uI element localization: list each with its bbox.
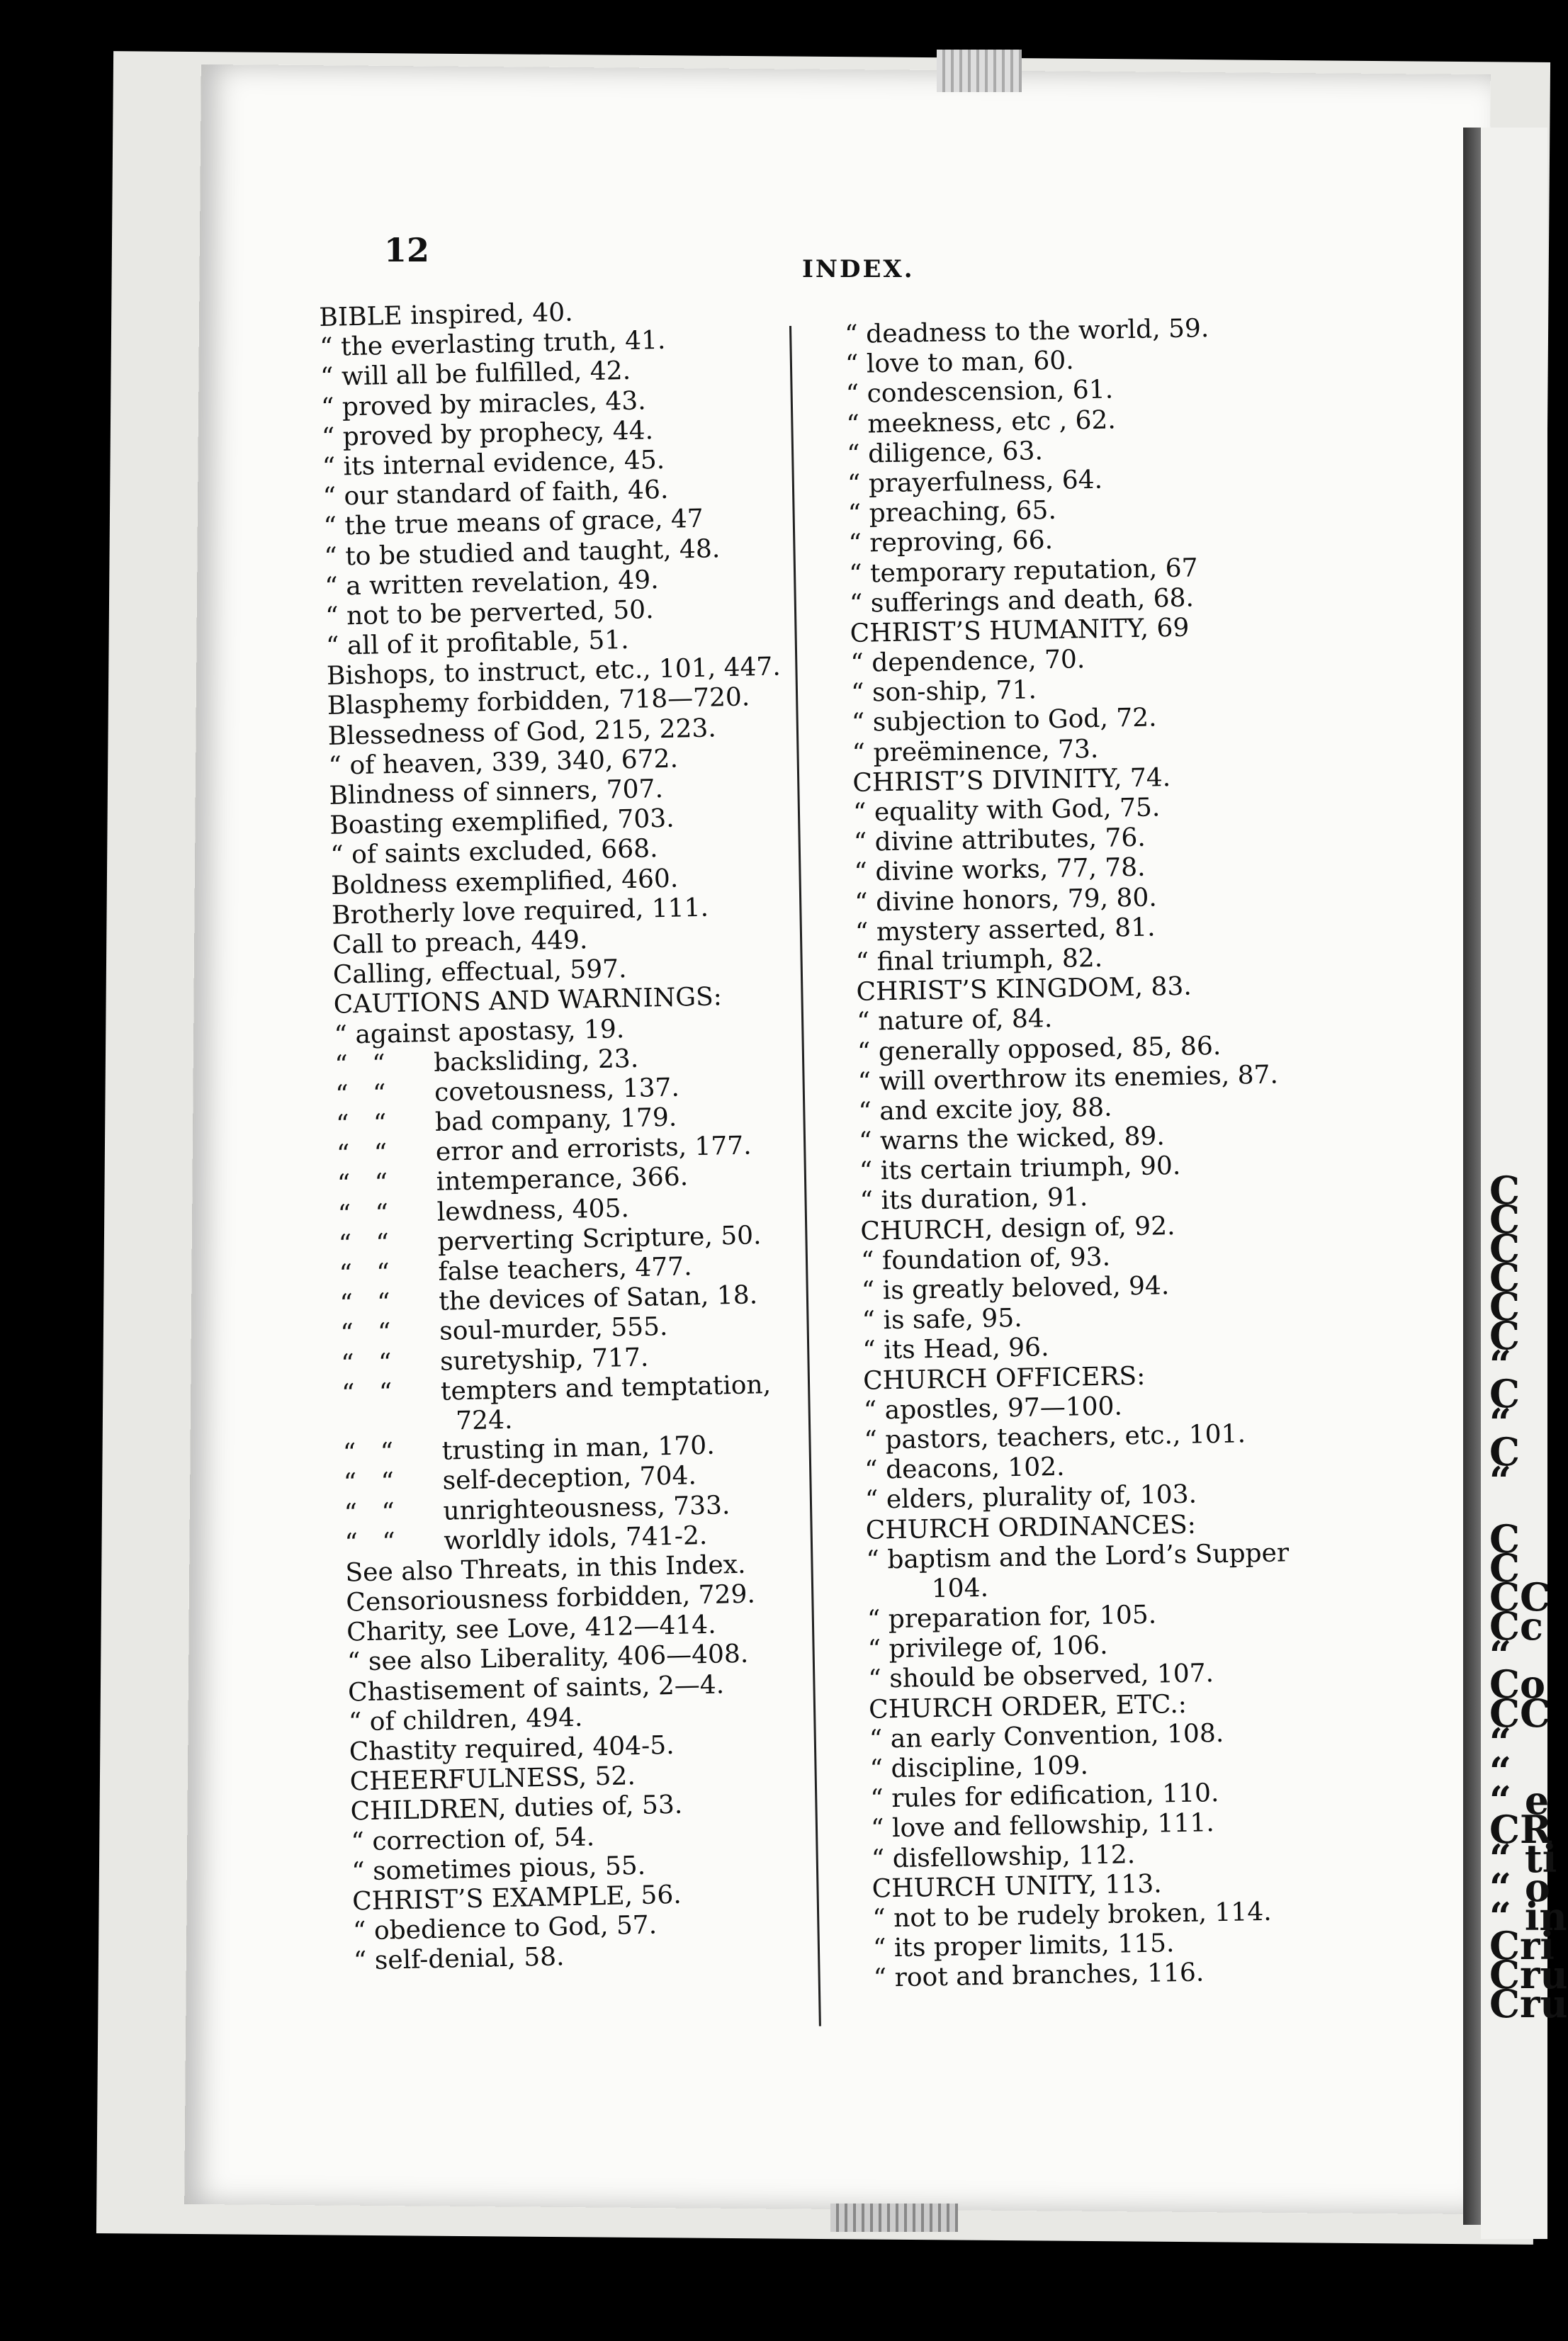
index-entry: “ not to be rudely broken, 114. xyxy=(872,1897,1272,1934)
index-entry: “ warns the wicked, 89. xyxy=(858,1122,1166,1156)
index-entry: “ discipline, 109. xyxy=(869,1751,1089,1784)
index-entry: “ “ bad company, 179. xyxy=(335,1102,677,1139)
index-entry: Boldness exemplified, 460. xyxy=(330,864,679,901)
index-entry: CAUTIONS AND WARNINGS: xyxy=(333,982,723,1020)
index-entry: Blessedness of God, 215, 223. xyxy=(327,713,717,751)
index-entry: “ “ lewdness, 405. xyxy=(337,1193,630,1229)
index-entry: “ “ error and errorists, 177. xyxy=(336,1131,752,1169)
index-entry: “ the true means of grace, 47 xyxy=(323,504,704,542)
index-entry: “ preparation for, 105. xyxy=(867,1600,1157,1635)
index-entry: CHRIST’S HUMANITY, 69 xyxy=(850,613,1190,648)
index-entry: “ should be observed, 107. xyxy=(868,1659,1214,1695)
index-entry: “ baptism and the Lord’s Supper xyxy=(866,1538,1290,1575)
index-entry: “ our standard of faith, 46. xyxy=(322,475,669,512)
index-entry: “ love to man, 60. xyxy=(845,346,1075,380)
index-entry: 724. xyxy=(342,1405,513,1438)
index-entry: “ divine honors, 79, 80. xyxy=(854,882,1158,918)
index-entry: Brotherly love required, 111. xyxy=(331,893,709,930)
index-entry: “ the everlasting truth, 41. xyxy=(319,325,666,363)
index-entry: “ “ covetousness, 137. xyxy=(334,1073,680,1110)
index-entry: “ correction of, 54. xyxy=(351,1822,595,1857)
index-entry: CHRIST’S DIVINITY, 74. xyxy=(852,762,1171,798)
index-entry: “ will all be fulfilled, 42. xyxy=(320,356,631,393)
index-entry: CHRIST’S EXAMPLE, 56. xyxy=(351,1880,682,1917)
index-entry: “ its internal evidence, 45. xyxy=(322,445,665,482)
index-entry: “ rules for edification, 110. xyxy=(870,1778,1219,1814)
index-entry: “ preëminence, 73. xyxy=(852,734,1099,768)
index-entry: “ its certain triumph, 90. xyxy=(859,1151,1181,1187)
index-entry: “ obedience to God, 57. xyxy=(352,1910,658,1946)
index-entry: “ self-denial, 58. xyxy=(353,1942,565,1976)
index-entry: CHURCH ORDER, ETC.: xyxy=(868,1689,1188,1725)
index-entry: “ “ the devices of Satan, 18. xyxy=(339,1280,758,1319)
index-entry: “ of saints excluded, 668. xyxy=(329,834,658,871)
index-entry: “ “ suretyship, 717. xyxy=(340,1343,649,1379)
index-entry: See also Threats, in this Index. xyxy=(345,1550,746,1588)
index-entry: CHURCH ORDINANCES: xyxy=(865,1510,1197,1545)
index-entry: “ “ perverting Scripture, 50. xyxy=(338,1221,762,1259)
index-entry: “ elders, plurality of, 103. xyxy=(864,1479,1197,1516)
index-entry: “ generally opposed, 85, 86. xyxy=(857,1031,1222,1067)
index-entry: “ temporary reputation, 67 xyxy=(848,553,1198,589)
index-entry: “ deacons, 102. xyxy=(864,1452,1065,1485)
index-entry: CHURCH UNITY, 113. xyxy=(872,1869,1162,1904)
index-entry: “ diligence, 63. xyxy=(846,436,1044,469)
index-entry: “ sometimes pious, 55. xyxy=(351,1851,646,1887)
page-number: 12 xyxy=(384,231,430,269)
index-entry: “ against apostasy, 19. xyxy=(334,1014,625,1050)
index-entry: “ not to be perverted, 50. xyxy=(325,595,654,631)
index-entry: “ reproving, 66. xyxy=(848,526,1054,559)
index-entry: “ preaching, 65. xyxy=(847,495,1057,529)
running-head: INDEX. xyxy=(802,255,915,283)
index-entry: “ to be studied and taught, 48. xyxy=(324,534,721,572)
index-entry: “ apostles, 97—100. xyxy=(863,1392,1123,1426)
index-entry: CHURCH, design of, 92. xyxy=(860,1211,1175,1246)
index-entry: “ “ soul-murder, 555. xyxy=(340,1312,668,1349)
index-entry: “ love and fellowship, 111. xyxy=(870,1808,1215,1844)
index-entry: “ of children, 494. xyxy=(348,1703,583,1737)
index-entry: “ will overthrow its enemies, 87. xyxy=(857,1060,1279,1097)
index-entry: Calling, effectual, 597. xyxy=(332,954,627,990)
index-entry: “ son-ship, 71. xyxy=(850,675,1037,709)
index-entry: CHRIST’S KINGDOM, 83. xyxy=(856,971,1192,1007)
index-entry: Chastisement of saints, 2—4. xyxy=(347,1670,725,1708)
index-entry: “ foundation of, 93. xyxy=(860,1242,1111,1276)
index-entry: “ divine attributes, 76. xyxy=(853,823,1146,858)
index-entry: “ and excite joy, 88. xyxy=(858,1093,1112,1127)
index-entry: Call to preach, 449. xyxy=(332,925,588,960)
index-entry: “ its proper limits, 115. xyxy=(872,1929,1175,1963)
index-entry: “ “ false teachers, 477. xyxy=(339,1252,692,1289)
index-entry: “ “ worldly idols, 741-2. xyxy=(344,1521,708,1558)
index-entry: Bishops, to instruct, etc., 101, 447. xyxy=(326,652,782,692)
index-entry: “ all of it profitable, 51. xyxy=(325,626,630,661)
index-entry: “ deadness to the world, 59. xyxy=(845,314,1209,349)
index-entry: “ “ backsliding, 23. xyxy=(334,1044,639,1080)
index-entry: “ a written revelation, 49. xyxy=(324,565,659,602)
index-entry: “ “ intemperance, 366. xyxy=(337,1162,689,1200)
index-entry: CHEERFULNESS, 52. xyxy=(349,1761,636,1797)
adjacent-page-text: C C C C C C “ C “ C “ C C CC Cc “ Co CC “ “ “ e CR “ ti “ o “ in Cri Cru Cru xyxy=(1489,1168,1568,2026)
index-entry: “ final triumph, 82. xyxy=(855,943,1103,977)
index-entry: “ proved by prophecy, 44. xyxy=(321,415,654,452)
index-entry: “ subjection to God, 72. xyxy=(851,703,1157,738)
index-entry: “ see also Liberality, 406—408. xyxy=(346,1640,749,1678)
index-entry: “ “ trusting in man, 170. xyxy=(342,1431,716,1468)
index-entry: “ of heaven, 339, 340, 672. xyxy=(328,744,679,781)
index-entry: “ disfellowship, 112. xyxy=(871,1839,1136,1874)
right-column xyxy=(845,312,1363,1994)
index-entry: Censoriousness forbidden, 729. xyxy=(345,1579,756,1618)
index-entry: Chastity required, 404-5. xyxy=(349,1730,675,1767)
index-entry: BIBLE inspired, 40. xyxy=(319,298,573,332)
index-entry: “ proved by miracles, 43. xyxy=(320,385,647,422)
index-entry: “ nature of, 84. xyxy=(856,1004,1053,1037)
index-entry: “ its duration, 91. xyxy=(859,1183,1088,1217)
index-entry: 104. xyxy=(866,1573,989,1605)
index-entry: “ prayerfulness, 64. xyxy=(847,465,1103,499)
index-entry: “ root and branches, 116. xyxy=(873,1958,1205,1993)
index-entry: “ “ tempters and temptation, xyxy=(341,1370,772,1409)
left-column xyxy=(319,293,850,1977)
index-entry: “ “ self-deception, 704. xyxy=(343,1461,697,1498)
index-entry: “ its Head, 96. xyxy=(862,1333,1049,1366)
index-entry: “ privilege of, 106. xyxy=(867,1631,1108,1664)
index-entry: “ is safe, 95. xyxy=(862,1304,1022,1336)
index-entry: Blindness of sinners, 707. xyxy=(329,774,664,811)
index-entry: CHILDREN, duties of, 53. xyxy=(350,1790,683,1827)
index-entry: “ pastors, teachers, etc., 101. xyxy=(864,1419,1246,1455)
index-entry: Blasphemy forbidden, 718—720. xyxy=(327,682,750,721)
index-entry: “ “ unrighteousness, 733. xyxy=(344,1490,731,1528)
index-entry: “ equality with God, 75. xyxy=(852,793,1161,828)
index-entry: “ sufferings and death, 68. xyxy=(849,583,1195,619)
index-entry: “ an early Convention, 108. xyxy=(869,1718,1224,1754)
index-entry: “ meekness, etc , 62. xyxy=(846,405,1117,439)
index-entry: “ divine works, 77, 78. xyxy=(854,853,1146,888)
index-entry: “ dependence, 70. xyxy=(850,645,1085,678)
index-entry: CHURCH OFFICERS: xyxy=(862,1361,1146,1396)
index-entry: Charity, see Love, 412—414. xyxy=(346,1610,716,1647)
index-entry: Boasting exemplified, 703. xyxy=(329,803,675,841)
index-entry: “ condescension, 61. xyxy=(845,375,1114,410)
index-entry: “ mystery asserted, 81. xyxy=(854,913,1156,947)
index-entry: “ is greatly beloved, 94. xyxy=(861,1271,1170,1306)
